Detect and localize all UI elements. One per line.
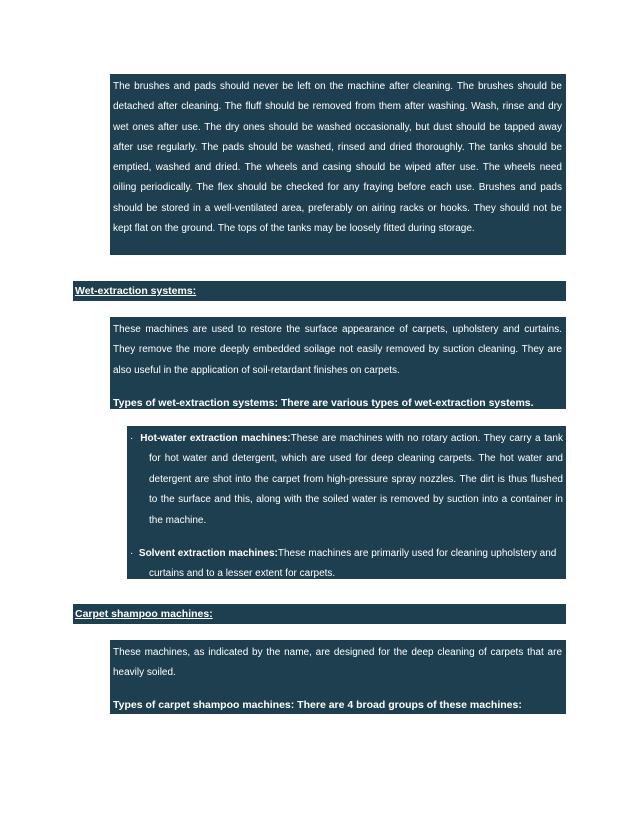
care-instructions-paragraph: The brushes and pads should never be left on the machine after cleaning. The brushes should be detached after cleaning. The fluff should be removed from them after washing. Wash, rinse and dry wet ones after use. The dry ones should be washed occasionally, but dust should be tapped away after use regularly. The pads should be washed, rinsed and dried thoroughly. The tanks should be emptied, washed and dried. The wheels and casing should be wiped after use. The wheels need oiling periodically. The flex should be checked for any fraying before each use. Brushes and pads should be stored in a well-ventilated area, preferably on airing racks or hooks. They should not be kept flat on the ground. The tops of the tanks may be loosely fitted during storage. <box>113 81 562 235</box>
carpet-shampoo-types-heading: Types of carpet shampoo machines: There are 4 broad groups of these machines: <box>113 698 522 711</box>
carpet-shampoo-heading-bar <box>73 604 566 624</box>
list-item-text: These are machines with no rotary action. They carry a tank for hot water and detergent, which are used for deep cleaning carpets. The hot water and detergent are shot into the carpet from high-pressure spray nozzles. The dirt is thus flushed to the surface and this, along with the soiled water is removed by suction into a container in the machine. <box>149 433 563 526</box>
carpet-shampoo-heading: Carpet shampoo machines: <box>75 608 213 620</box>
wet-extraction-heading: Wet-extraction systems: <box>75 285 197 297</box>
wet-extraction-types-heading: Types of wet-extraction systems: There are various types of wet-extraction systems. <box>113 396 534 409</box>
bullet-icon: · <box>130 548 134 560</box>
list-item <box>130 429 563 531</box>
bullet-icon: · <box>130 433 134 444</box>
wet-extraction-intro-block <box>110 317 566 409</box>
list-item-title: Hot-water extraction machines: <box>140 433 291 444</box>
care-instructions-block <box>110 74 566 255</box>
list-item-text: These machines are primarily used for cleaning upholstery and curtains and to a lesser extent for carpets. <box>149 548 557 580</box>
list-item <box>130 544 563 585</box>
wet-extraction-types-list <box>127 426 566 579</box>
wet-extraction-paragraph: These machines are used to restore the surface appearance of carpets, upholstery and curtains. They remove the more deeply embedded soilage not easily removed by suction cleaning. They are also useful in the application of soil-retardant finishes on carpets. <box>113 324 562 376</box>
carpet-shampoo-paragraph: These machines, as indicated by the name, are designed for the deep cleaning of carpets that are heavily soiled. <box>113 647 562 679</box>
wet-extraction-heading-bar <box>73 281 566 301</box>
list-item-title: Solvent extraction machines: <box>138 548 278 560</box>
carpet-shampoo-block <box>110 640 566 714</box>
